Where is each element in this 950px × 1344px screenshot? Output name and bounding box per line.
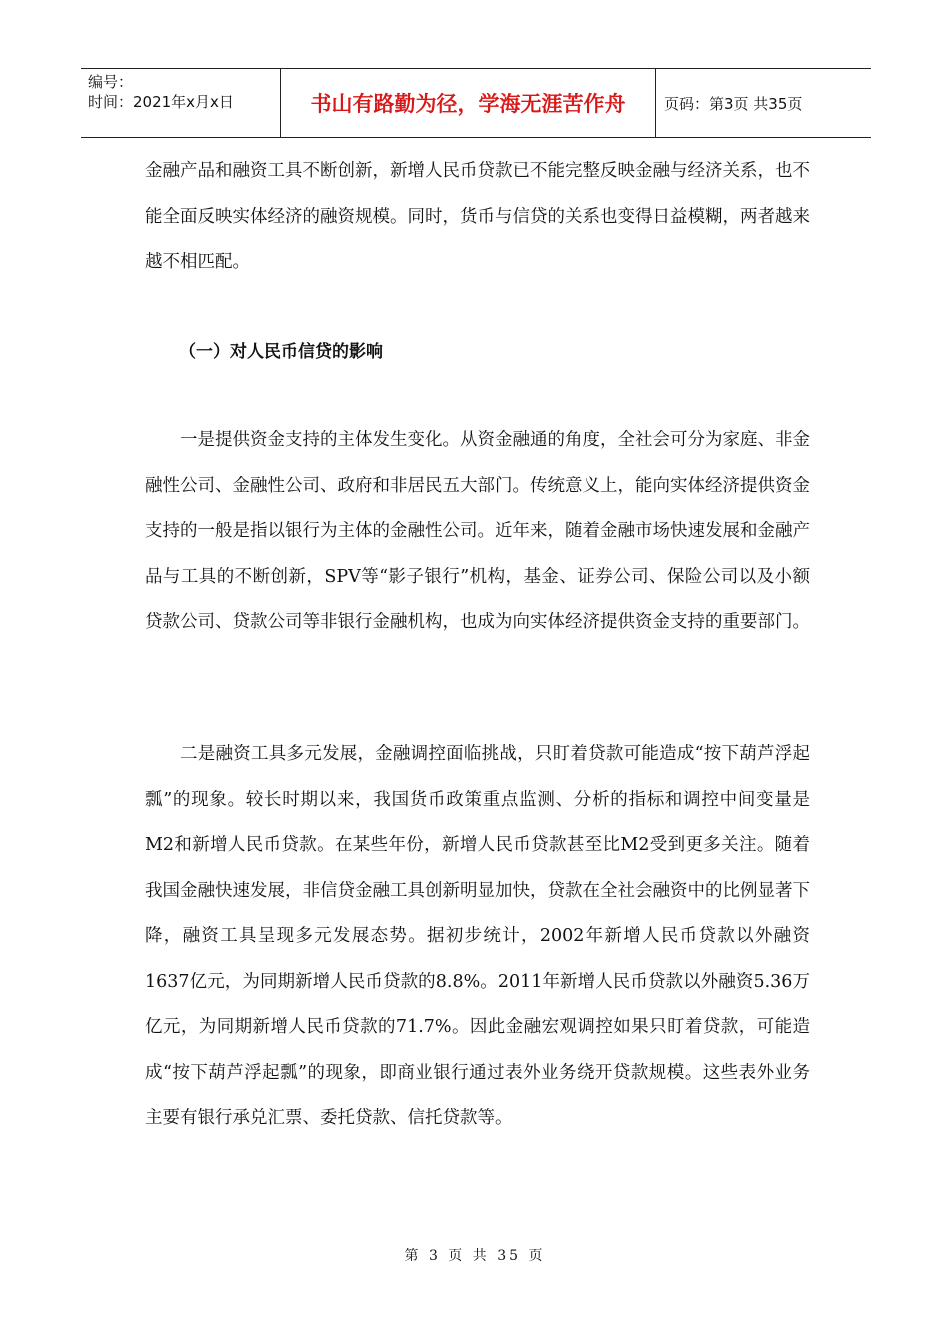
paragraph-text: 二是融资工具多元发展，金融调控面临挑战，只盯着贷款可能造成“按下葫芦浮起瓢”的现象。较长时期以来，我国货币政策重点监测、分析的指标和调控中间变量是M2和新增人民币贷款。在某些年份，新增人民币贷款甚至比M2受到更多关注。随着我国金融快速发展，非信贷金融工具创新明显加快，贷款在全社会融资中的比例显著下降，融资工具呈现多元发展态势。据初步统计，2002年新增人民币贷款以外融资1637亿元，为同期新增人民币贷款的8.8%。2011年新增人民币贷款以外融资5.36万亿元，为同期新增人民币贷款的71.7%。因此金融宏观调控如果只盯着贷款，可能造成“按下葫芦浮起瓢”的现象，即商业银行通过表外业务绕开贷款规模。这些表外业务主要有银行承兑汇票、委托贷款、信托贷款等。 — [145, 744, 810, 1128]
paragraph-subject-change — [145, 418, 810, 646]
page-footer: 第 3 页 共 35 页 — [404, 1248, 546, 1264]
section-heading-text: （一）对人民币信贷的影响 — [179, 342, 383, 362]
header-meta — [81, 69, 281, 137]
paragraph-continued — [145, 149, 810, 286]
document-date: 时间：2021年x月x日 — [88, 93, 234, 111]
document-number-label: 编号： — [88, 73, 134, 91]
section-heading — [145, 330, 810, 376]
header-page-info: 页码：第3页 共35页 — [664, 94, 803, 113]
paragraph-financing-tools — [145, 732, 810, 1142]
header-motto: 书山有路勤为径，学海无涯苦作舟 — [281, 69, 656, 137]
page-header — [81, 68, 871, 138]
paragraph-text: 金融产品和融资工具不断创新，新增人民币贷款已不能完整反映金融与经济关系，也不能全面反映实体经济的融资规模。同时，货币与信贷的关系也变得日益模糊，两者越来越不相匹配。 — [145, 161, 810, 272]
paragraph-text: 一是提供资金支持的主体发生变化。从资金融通的角度，全社会可分为家庭、非金融性公司、金融性公司、政府和非居民五大部门。传统意义上，能向实体经济提供资金支持的一般是指以银行为主体的金融性公司。近年来，随着金融市场快速发展和金融产品与工具的不断创新，SPV等“影子银行”机构，基金、证券公司、保险公司以及小额贷款公司、贷款公司等非银行金融机构，也成为向实体经济提供资金支持的重要部门。 — [145, 430, 810, 632]
